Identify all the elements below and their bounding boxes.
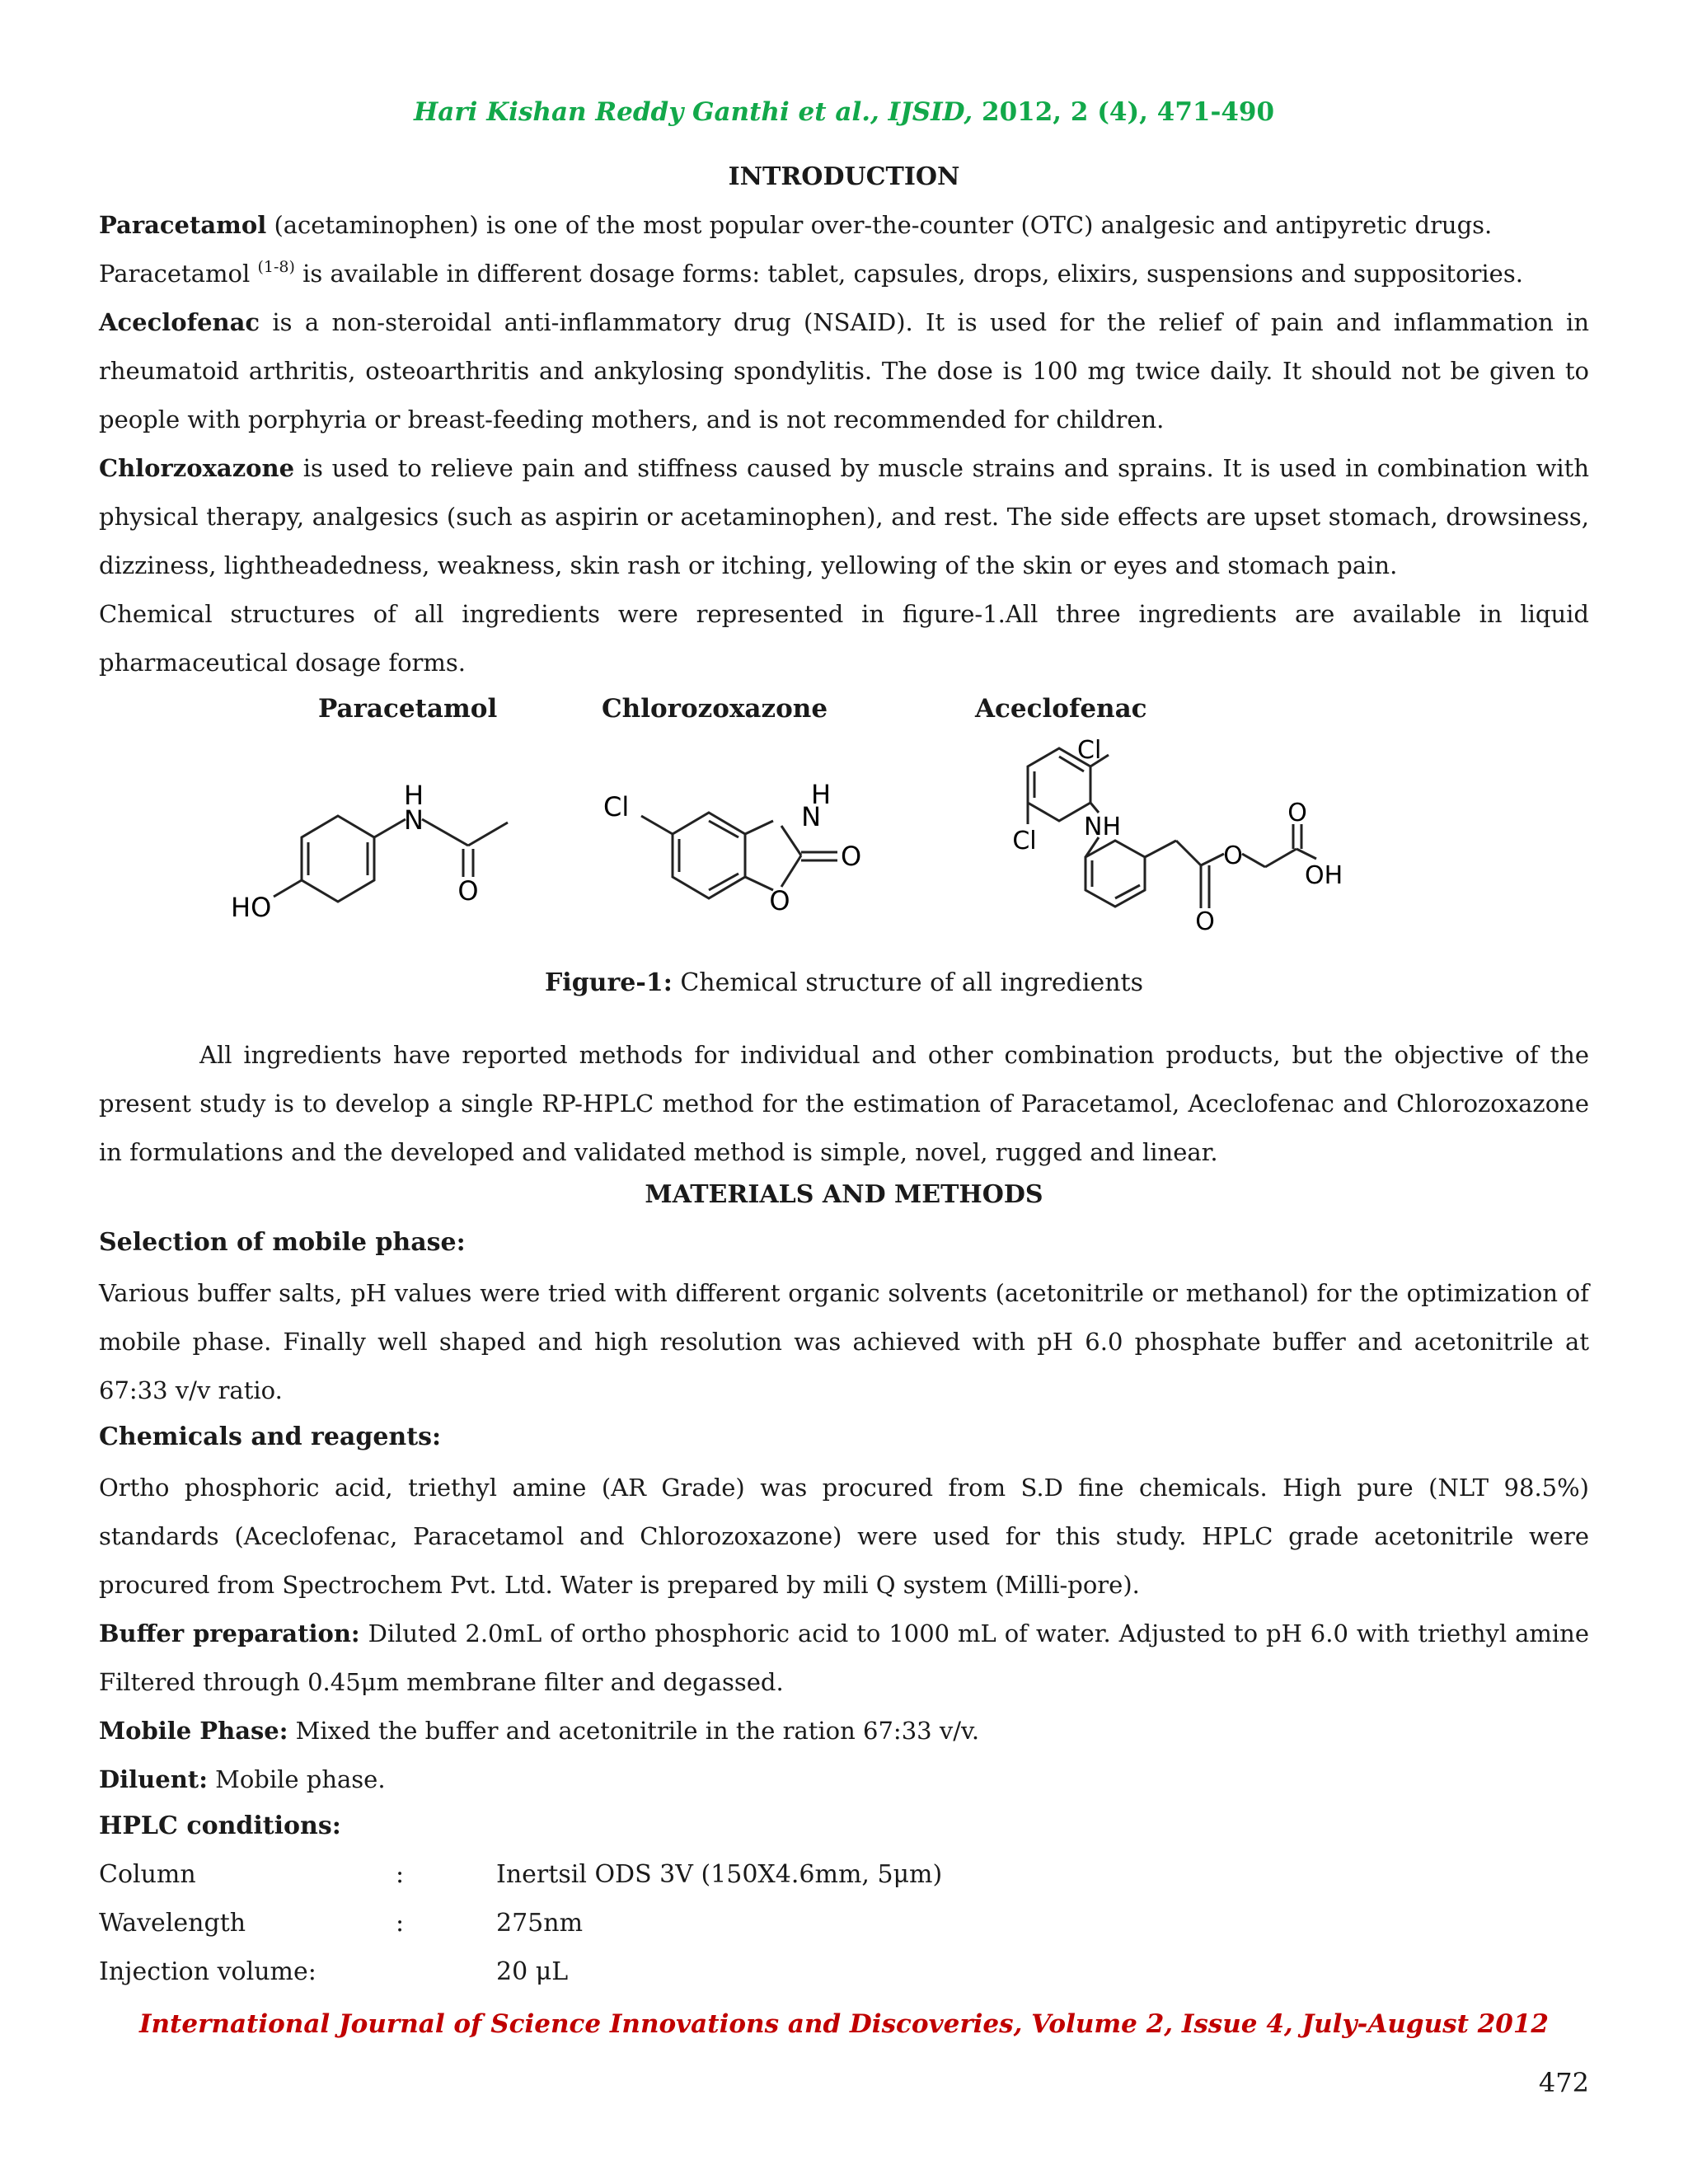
paragraph-aceclofenac: Aceclofenac is a non-steroidal anti-inflammatory drug (NSAID). It is used for the relief of pain and inflammation in rheumatoid arthritis, osteoarthritis and ankylosing spondylitis. The dose is 100 mg twice daily. It should not be given to people with porphyria or breast-feeding mothers, and is not recommended for children. [99, 308, 1590, 434]
condition-value: 275nm [496, 1909, 584, 1938]
paragraph-chlorzoxazone: Chlorzoxazone is used to relieve pain and stiffness caused by muscle strains and sprains. It is used in combination with physical therapy, analgesics (such as aspirin or acetaminophen), and rest. The side effects are upset stomach, drowsiness, dizziness, lightheadedness, weakness, skin rash or itching, yellowing of the skin or eyes and stomach pain. [99, 454, 1589, 579]
header-authors: Hari Kishan Reddy Ganthi et al., IJSID, [413, 97, 973, 127]
figure-caption: Figure-1: Chemical structure of all ingredients [545, 968, 1143, 997]
section-heading-materials-methods: MATERIALS AND METHODS [645, 1180, 1043, 1209]
aceclofenac-structure [985, 733, 1364, 948]
running-header [0, 97, 1688, 127]
subheading-chemicals: Chemicals and reagents: [99, 1422, 442, 1451]
atom-h: H [810, 779, 832, 810]
section-heading-introduction: INTRODUCTION [728, 162, 960, 191]
figure-label: Figure-1: [545, 968, 673, 997]
atom-n: N [404, 804, 424, 836]
paragraph-diluent: Diluent: Mobile phase. [99, 1765, 386, 1793]
paragraph-mobile-phase: Various buffer salts, pH values were tried with different organic solvents (acetonitrile or methanol) for the optimization of mobile phase. Finally well shaped and high resolution was achieved with pH 6.0 phosphate buffer and acetonitrile at 67:33 v/v ratio. [99, 1279, 1589, 1404]
paracetamol-structure [223, 766, 536, 940]
paragraph-objective: All ingredients have reported methods for individual and other combination products, but the objective of the present study is to develop a single RP-HPLC method for the estimation of Paracetamol, Aceclofenac and Chlorozoxazone in formulations and the developed and validated method is simple, novel, rugged and linear. [99, 1041, 1589, 1166]
structure-title-paracetamol: Paracetamol [318, 694, 498, 724]
condition-separator: : [396, 1909, 405, 1938]
atom-o: O [769, 885, 790, 916]
header-citation: 2012, 2 (4), 471-490 [973, 97, 1275, 127]
structure-title-aceclofenac: Aceclofenac [975, 694, 1147, 724]
page-number: 472 [1538, 2067, 1589, 2098]
term-chlorzoxazone: Chlorzoxazone [99, 454, 295, 482]
condition-value: 20 μL [496, 1957, 569, 1986]
atom-o: O [457, 875, 479, 907]
atom-oh: OH [1305, 861, 1343, 890]
paragraph-paracetamol: Paracetamol (acetaminophen) is one of the most popular over-the-counter (OTC) analgesic and antipyretic drugs. Paracetamol $^{(1-8)}$ is available in different dosage forms: tablet, capsules, drops, elixirs, suspensions and suppositories. [99, 211, 1523, 288]
paragraph-mobile-phase-mix: Mobile Phase: Mixed the buffer and acetonitrile in the ration 67:33 v/v. [99, 1717, 980, 1745]
condition-separator: : [396, 1860, 405, 1889]
atom-o: O [1223, 841, 1243, 870]
term-aceclofenac: Aceclofenac [99, 308, 260, 336]
atom-o: O [841, 841, 862, 872]
label-diluent: Diluent: [99, 1765, 208, 1793]
term-paracetamol: Paracetamol [99, 211, 267, 239]
atom-nh: NH [1084, 813, 1121, 841]
condition-label: Injection volume: [99, 1957, 316, 1986]
journal-footer: International Journal of Science Innovations and Discoveries, Volume 2, Issue 4, July-August 2012 [139, 2009, 1549, 2039]
chlorozoxazone-structure [593, 766, 940, 940]
condition-label: Wavelength [99, 1909, 246, 1938]
condition-label: Column [99, 1860, 196, 1889]
atom-cl: Cl [603, 791, 630, 823]
atom-h: H [403, 780, 424, 811]
subheading-mobile-phase: Selection of mobile phase: [99, 1228, 466, 1257]
label-mobile-phase: Mobile Phase: [99, 1717, 288, 1745]
atom-n: N [801, 801, 821, 832]
citation-ref: (1-8) [257, 258, 295, 276]
subheading-hplc-conditions: HPLC conditions: [99, 1811, 341, 1840]
paragraph-chemicals: Ortho phosphoric acid, triethyl amine (AR Grade) was procured from S.D fine chemicals. High pure (NLT 98.5%) standards (Aceclofenac, Paracetamol and Chlorozoxazone) were used for this study. HPLC grade acetonitrile were procured from Spectrochem Pvt. Ltd. Water is prepared by mili Q system (Milli-pore). [99, 1474, 1589, 1599]
paragraph-buffer: Buffer preparation: Diluted 2.0mL of ortho phosphoric acid to 1000 mL of water. Adjusted to pH 6.0 with triethyl amine Filtered through 0.45μm membrane filter and degassed. [99, 1619, 1589, 1696]
atom-ho: HO [231, 892, 272, 923]
label-buffer: Buffer preparation: [99, 1619, 360, 1647]
condition-value: Inertsil ODS 3V (150X4.6mm, 5μm) [496, 1860, 943, 1889]
atom-o: O [1195, 907, 1215, 936]
atom-cl: Cl [1077, 736, 1102, 765]
structure-title-chlorozoxazone: Chlorozoxazone [602, 694, 828, 724]
paragraph-structures: Chemical structures of all ingredients were represented in figure-1.All three ingredients are available in liquid pharmaceutical dosage forms. [99, 600, 1589, 677]
atom-o: O [1287, 799, 1307, 827]
atom-cl: Cl [1012, 827, 1037, 855]
